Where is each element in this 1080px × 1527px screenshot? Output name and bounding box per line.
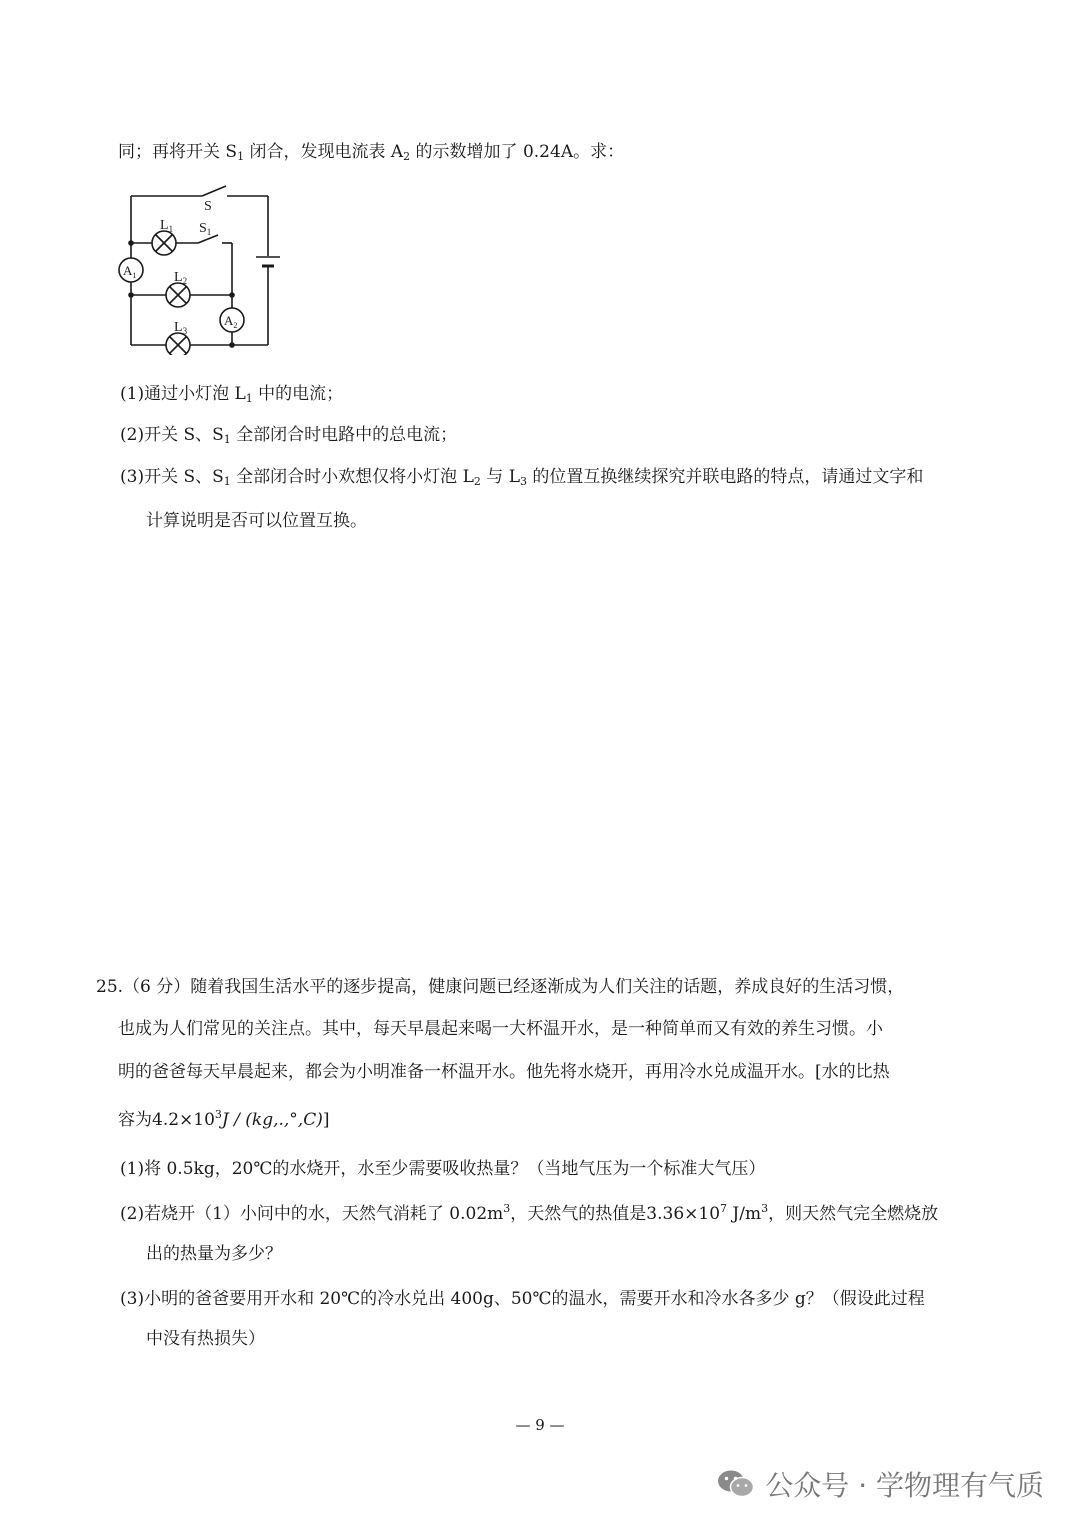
label-a2: $A_2$	[224, 313, 238, 330]
junction-dot	[229, 342, 235, 348]
superscript: 7	[720, 1202, 728, 1215]
lamp-l1	[152, 231, 176, 255]
footer-watermark	[717, 1464, 1044, 1504]
label-s: S	[204, 199, 212, 214]
text-segment: (2)开关 S、S	[120, 425, 224, 445]
text-segment: 闭合，发现电流表 A	[244, 142, 404, 162]
text-segment: 全部闭合时小欢想仅将小灯泡 L	[230, 467, 474, 487]
text-segment: ]	[322, 1110, 330, 1130]
label-l1: $L_1$	[160, 218, 174, 234]
label-s1: $S_1$	[199, 221, 212, 237]
q25-sub3: (3)小明的爸爸要用开水和 20℃的冷水兑出 400g、50℃的温水，需要开水和冷水各多少 g？（假设此过程	[120, 1289, 925, 1309]
subscript: 1	[245, 392, 253, 405]
formula-segment: J/m	[727, 1204, 762, 1224]
q25-sub3-line2: 中没有热损失）	[146, 1329, 265, 1349]
formula-segment: 4.2×10	[152, 1110, 215, 1130]
q25-line2: 也成为人们常见的关注点。其中，每天早晨起来喝一大杯温开水，是一种简单而又有效的养生习惯。小	[118, 1019, 883, 1039]
subscript: 2	[473, 475, 481, 488]
wechat-icon	[717, 1469, 755, 1499]
subscript: 1	[223, 475, 231, 488]
formula-segment: J / (kg,.,°,C)	[221, 1110, 323, 1130]
text-segment: 容为	[118, 1110, 152, 1130]
q25-sub2	[120, 1202, 938, 1226]
lamp-l2	[166, 283, 190, 307]
text-segment: (2)若烧开（1）小问中的水，天然气消耗了 0.02m	[120, 1204, 504, 1224]
text-segment: 的位置互换继续探究并联电路的特点，请通过文字和	[527, 467, 924, 487]
q25-sub1: (1)将 0.5kg，20℃的水烧开，水至少需要吸收热量？（当地气压为一个标准大气压）	[120, 1159, 766, 1179]
superscript: 3	[503, 1202, 511, 1215]
junction-dot	[229, 292, 235, 298]
text-segment: 中的电流；	[252, 384, 344, 404]
junction-dot	[128, 292, 134, 298]
label-l2: $L_2$	[174, 270, 188, 286]
label-a1: $A_1$	[123, 263, 137, 280]
q25-line1: 25.（6 分）随着我国生活水平的逐步提高，健康问题已经逐渐成为人们关注的话题，养成良好的生活习惯，	[96, 977, 905, 997]
text-segment: (1)通过小灯泡 L	[120, 384, 246, 404]
subscript: 3	[520, 475, 527, 488]
circuit-diagram	[112, 180, 292, 355]
superscript: 3	[214, 1108, 222, 1121]
text-segment: 同；再将开关 S	[118, 142, 238, 162]
subscript: 1	[223, 433, 231, 446]
subscript: 1	[237, 150, 245, 163]
q25-line4	[118, 1108, 329, 1132]
q24-intro-line	[118, 140, 624, 164]
text-segment: ，则天然气完全燃烧放	[768, 1204, 939, 1224]
switch-s-blade	[202, 186, 226, 196]
q25-sub2-line2: 出的热量为多少？	[146, 1244, 282, 1264]
q24-sub3	[120, 465, 923, 489]
label-l3: $L_3$	[174, 320, 188, 336]
q24-sub2	[120, 423, 457, 447]
q24-sub3-line2: 计算说明是否可以位置互换。	[146, 511, 367, 531]
text-segment: 全部闭合时电路中的总电流；	[230, 425, 458, 445]
q24-sub1	[120, 382, 343, 406]
text-segment: 的示数增加了 0.24A。求：	[410, 142, 625, 162]
text-segment: 与 L	[480, 467, 520, 487]
footer-account-name: 公众号 · 学物理有气质	[765, 1469, 1044, 1502]
subscript: 2	[403, 150, 411, 163]
page-number: — 9 —	[515, 1416, 565, 1434]
q25-line3: 明的爸爸每天早晨起来，都会为小明准备一杯温开水。他先将水烧开，再用冷水兑成温开水。[水的比热	[118, 1062, 890, 1082]
lamp-l3	[166, 333, 190, 355]
text-segment: (3)开关 S、S	[120, 467, 224, 487]
superscript: 3	[761, 1202, 769, 1215]
text-segment: ，天然气的热值是	[510, 1204, 647, 1224]
formula-segment: 3.36×10	[646, 1204, 721, 1224]
junction-dot	[128, 240, 134, 246]
